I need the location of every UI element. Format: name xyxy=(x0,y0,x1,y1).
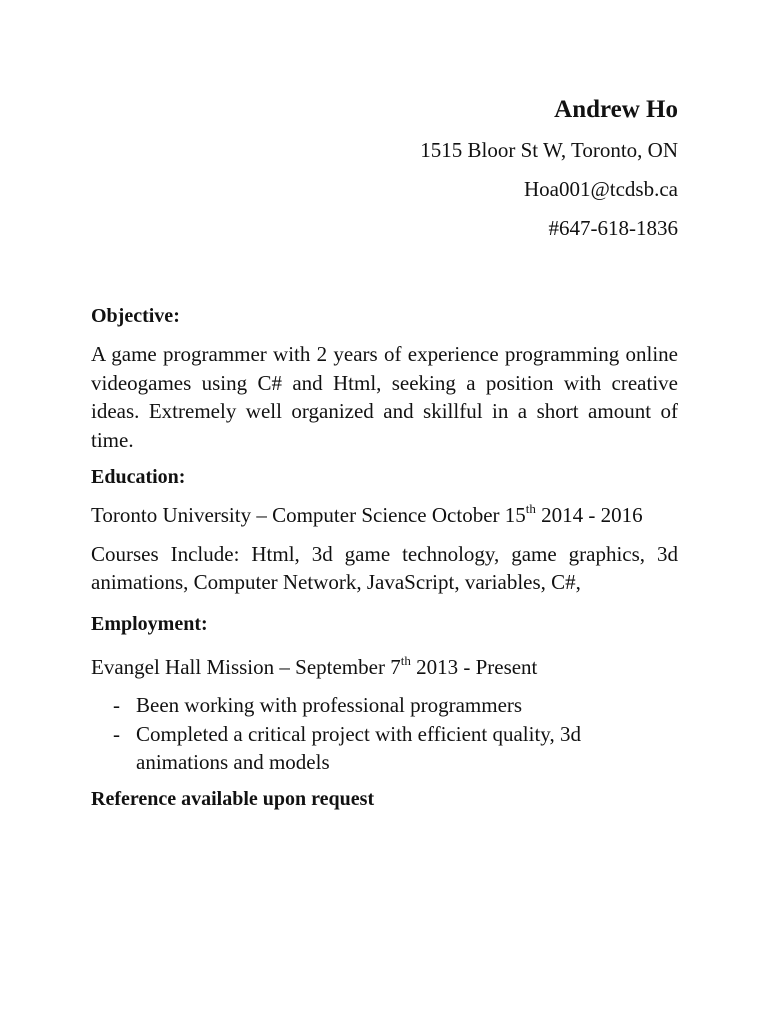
employment-entry xyxy=(91,653,678,682)
objective-text: A game programmer with 2 years of experience programming online videogames using C# and Html, seeking a position with creative ideas. Extremely well organized and skillful in a short amount of time. xyxy=(91,342,678,452)
resume-header xyxy=(91,93,678,248)
courses-text: Courses Include: Html, 3d game technology, game graphics, 3d animations, Computer Network, JavaScript, variables, C#, xyxy=(91,541,678,594)
education-entry xyxy=(91,501,678,530)
applicant-name: Andrew Ho xyxy=(554,96,678,123)
objective-heading: Objective: xyxy=(91,305,180,327)
resume-page xyxy=(91,0,678,1024)
education-heading: Education: xyxy=(91,466,186,488)
employment-entry-ordinal: th xyxy=(400,652,411,668)
bullet-dash: - xyxy=(113,721,120,746)
email-line: Hoa001@tcdsb.ca xyxy=(523,177,678,201)
phone-line: #647-618-1836 xyxy=(548,216,678,240)
education-entry-years: 2014 - 2016 xyxy=(535,503,643,527)
education-entry-ordinal: th xyxy=(525,501,536,516)
employment-entry-period: 2013 - Present xyxy=(410,654,538,679)
address-line: 1515 Bloor St W, Toronto, ON xyxy=(420,138,678,162)
bullet-text: Completed a critical project with efficient quality, 3d animations and models xyxy=(136,721,581,774)
reference-note: Reference available upon request xyxy=(91,787,375,810)
bullet-text: Been working with professional programmers xyxy=(136,693,523,717)
education-entry-main: Toronto University – Computer Science October 15 xyxy=(91,503,526,527)
list-item xyxy=(91,691,678,720)
employment-entry-main: Evangel Hall Mission – September 7 xyxy=(91,654,401,679)
employment-bullets xyxy=(91,691,678,777)
employment-heading: Employment: xyxy=(91,612,208,635)
bullet-dash: - xyxy=(113,693,120,717)
list-item xyxy=(91,720,678,777)
